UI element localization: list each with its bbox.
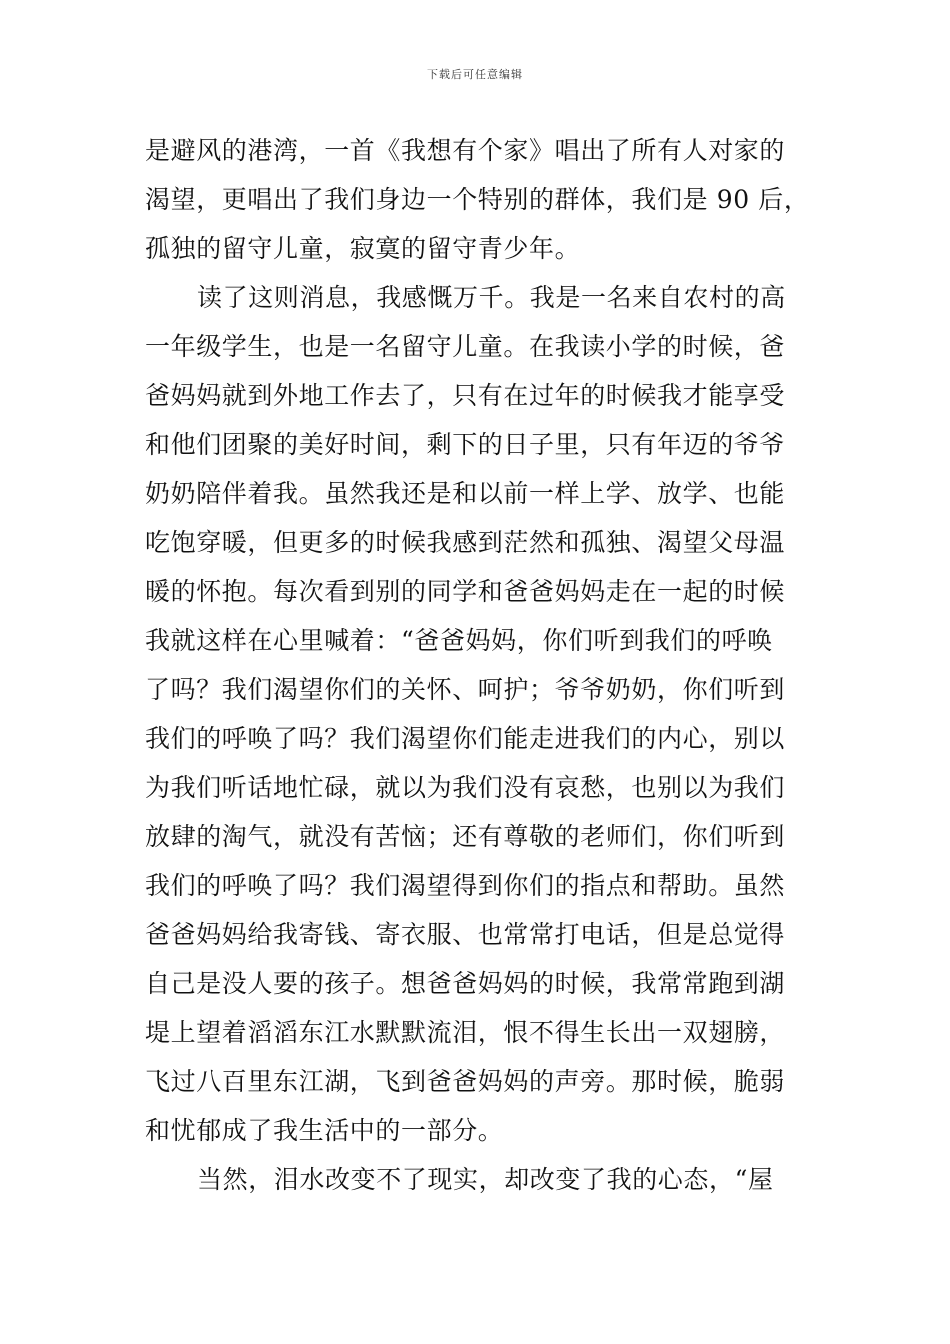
page-header: 下载后可任意编辑	[427, 68, 523, 81]
text-line: 我就这样在心里喊着：“爸爸妈妈，你们听到我们的呼唤	[145, 626, 773, 655]
text-line: 奶奶陪伴着我。虽然我还是和以前一样上学、放学、也能	[145, 479, 786, 508]
text-line: 为我们听话地忙碌，就以为我们没有哀愁，也别以为我们	[145, 773, 786, 802]
text-line: 吃饱穿暖，但更多的时候我感到茫然和孤独、渴望父母温	[145, 528, 786, 557]
text-line: 渴望，更唱出了我们身边一个特别的群体，我们是 90 后，	[145, 185, 810, 214]
text-line: 暖的怀抱。每次看到别的同学和爸爸妈妈走在一起的时候	[145, 577, 786, 606]
text-line: 自己是没人要的孩子。想爸爸妈妈的时候，我常常跑到湖	[145, 969, 786, 998]
text-line: 放肆的淘气，就没有苦恼；还有尊敬的老师们，你们听到	[145, 822, 786, 851]
paragraph-first-line: 当然，泪水改变不了现实，却改变了我的心态，“屋	[197, 1165, 774, 1194]
paragraph-first-line: 读了这则消息，我感慨万千。我是一名来自农村的高	[197, 283, 786, 312]
text-line: 是避风的港湾，一首《我想有个家》唱出了所有人对家的	[145, 136, 786, 165]
text-line: 和忧郁成了我生活中的一部分。	[145, 1116, 504, 1145]
document-body	[145, 126, 810, 1204]
text-line: 了吗？我们渴望你们的关怀、呵护；爷爷奶奶，你们听到	[145, 675, 786, 704]
text-line: 和他们团聚的美好时间，剩下的日子里，只有年迈的爷爷	[145, 430, 786, 459]
text-line: 爸爸妈妈给我寄钱、寄衣服、也常常打电话，但是总觉得	[145, 920, 786, 949]
text-line: 飞过八百里东江湖，飞到爸爸妈妈的声旁。那时候，脆弱	[145, 1067, 786, 1096]
text-line: 我们的呼唤了吗？我们渴望你们能走进我们的内心，别以	[145, 724, 786, 753]
text-line: 孤独的留守儿童，寂寞的留守青少年。	[145, 234, 581, 263]
text-line: 爸妈妈就到外地工作去了，只有在过年的时候我才能享受	[145, 381, 786, 410]
text-line: 我们的呼唤了吗？我们渴望得到你们的指点和帮助。虽然	[145, 871, 786, 900]
text-line: 堤上望着滔滔东江水默默流泪，恨不得生长出一双翅膀，	[145, 1018, 786, 1047]
text-line: 一年级学生，也是一名留守儿童。在我读小学的时候，爸	[145, 332, 786, 361]
